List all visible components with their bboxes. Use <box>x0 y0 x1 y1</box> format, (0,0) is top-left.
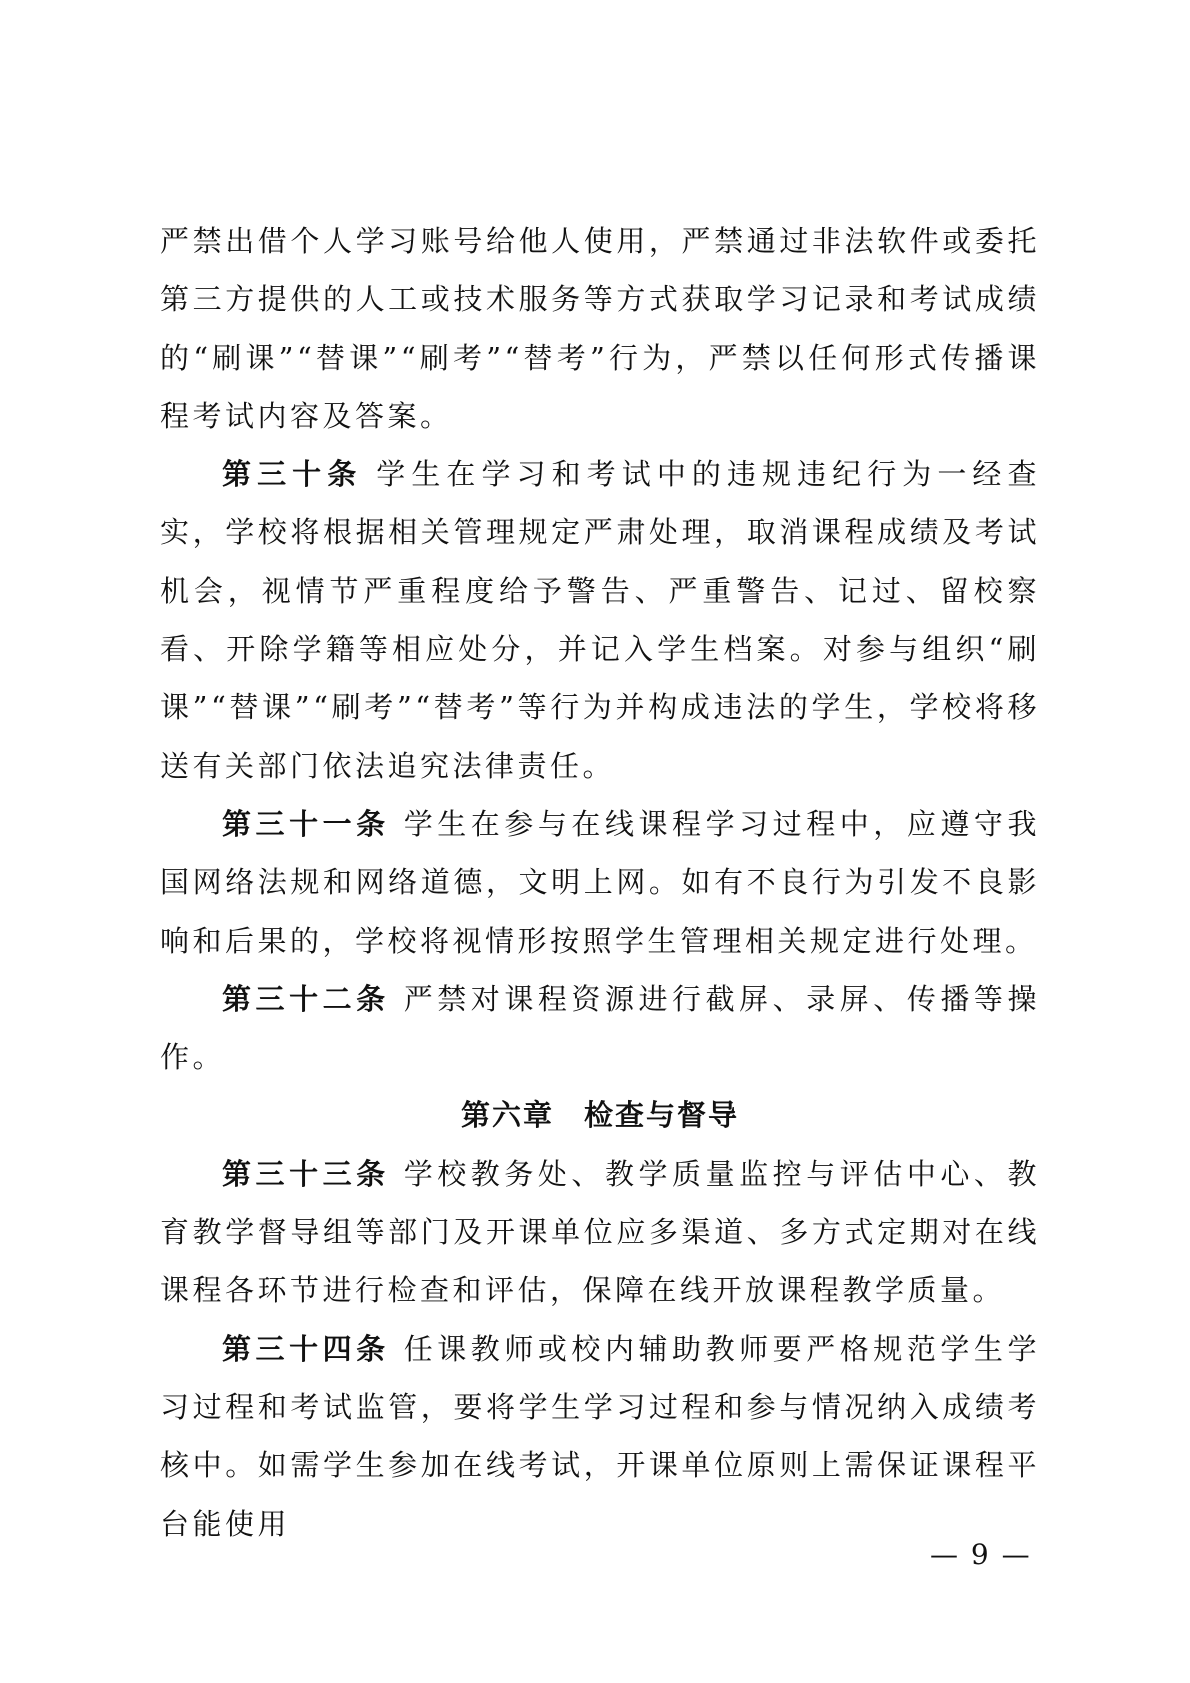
article-label: 第三十一条 <box>222 806 390 841</box>
paragraph-continued: 严禁出借个人学习账号给他人使用，严禁通过非法软件或委托第三方提供的人工或技术服务等方式获取学习记录和考试成绩的“刷课”“替课”“刷考”“替考”行为，严禁以任何形式传播课程考试内容及答案。 <box>160 224 1040 433</box>
article-32 <box>160 970 1040 1087</box>
page-number: — 9 — <box>930 1538 1032 1571</box>
article-label: 第三十四条 <box>222 1331 390 1366</box>
article-text: 任课教师或校内辅助教师要严格规范学生学习过程和考试监管，要将学生学习过程和参与情况纳入成绩考核中。如需学生参加在线考试，开课单位原则上需保证课程平台能使用 <box>160 1331 1040 1541</box>
article-34 <box>160 1320 1040 1553</box>
chapter-heading <box>160 1086 1040 1144</box>
chapter-number: 第六章 <box>460 1098 554 1133</box>
article-33 <box>160 1145 1040 1320</box>
article-label: 第三十二条 <box>222 981 390 1016</box>
document-body <box>160 212 1040 1553</box>
article-label: 第三十条 <box>222 457 363 492</box>
article-label: 第三十三条 <box>222 1156 390 1191</box>
article-text: 学校教务处、教学质量监控与评估中心、教育教学督导组等部门及开课单位应多渠道、多方式定期对在线课程各环节进行检查和评估，保障在线开放课程教学质量。 <box>160 1156 1040 1308</box>
article-31 <box>160 795 1040 970</box>
article-text: 严禁对课程资源进行截屏、录屏、传播等操作。 <box>160 981 1040 1075</box>
chapter-title: 检查与督导 <box>584 1098 740 1133</box>
article-30 <box>160 445 1040 795</box>
article-text: 学生在学习和考试中的违规违纪行为一经查实，学校将根据相关管理规定严肃处理，取消课程成绩及考试机会，视情节严重程度给予警告、严重警告、记过、留校察看、开除学籍等相应处分，并记入学生档案。对参与组织“刷课”“替课”“刷考”“替考”等行为并构成违法的学生，学校将移送有关部门依法追究法律责任。 <box>160 457 1040 783</box>
article-text: 学生在参与在线课程学习过程中，应遵守我国网络法规和网络道德，文明上网。如有不良行为引发不良影响和后果的，学校将视情形按照学生管理相关规定进行处理。 <box>160 806 1040 958</box>
